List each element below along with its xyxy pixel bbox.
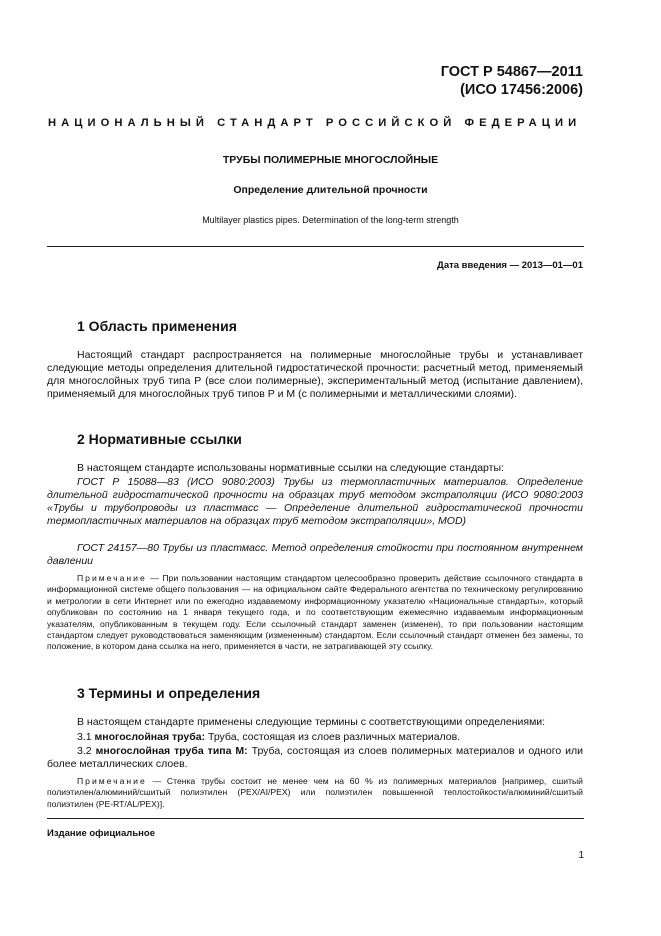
english-title: Multilayer plastics pipes. Determination of the long-term strength — [202, 215, 459, 225]
section-3-heading: 3 Термины и определения — [77, 685, 261, 701]
section-3-note — [47, 776, 583, 810]
introduction-date: Дата введения — 2013—01—01 — [437, 260, 583, 271]
term-number: 3.2 — [77, 745, 96, 757]
section-2-note — [47, 573, 583, 653]
official-edition-label: Издание официальное — [47, 828, 155, 839]
note-text: — При пользовании настоящим стандартом целесообразно проверить действие ссылочного стандарта в информационной системе общего пользования — на официальном сайте Федерального агентства по техническому регулированию и метрологии в сети Интернет или по ежегодно издаваемому информационному указателю «Национальные стандарты», который опубликован по состоянию на 1 января текущего года, и по соответствующим ежемесячно издаваемым информационным указателям, опубликованным в текущем году. Если ссылочный стандарт заменен (изменен), то при пользовании настоящим стандартом следует руководствоваться заменяющим (измененным) стандартом. Если ссылочный стандарт отменен без замены, то положение, в котором дана ссылка на него, применяется в части, не затрагивающей эту ссылку. — [47, 573, 583, 652]
page-number: 1 — [578, 850, 584, 861]
document-subtitle: Определение длительной прочности — [233, 184, 428, 196]
term-3-2 — [47, 745, 583, 771]
iso-code: (ИСО 17456:2006) — [460, 82, 583, 98]
section-2-intro: В настоящем стандарте использованы нормативные ссылки на следующие стандарты: — [77, 462, 504, 474]
reference-gost-15088: ГОСТ Р 15088—83 (ИСО 9080:2003) Трубы из термопластичных материалов. Определение длительной гидростатической прочности на образцах труб методом экстраполяции (ИСО 9080:2003 «Трубы и трубопроводы из пластмасс — Определение длительной гидростатической прочности термопластичных материалов на образцах труб методом экстраполяции», MOD) — [47, 476, 583, 527]
section-1-heading: 1 Область применения — [77, 318, 237, 334]
title-divider — [47, 246, 584, 247]
note-label: Примечание — [77, 573, 147, 583]
term-definition: Труба, состоящая из слоев полимерных материалов и одного или более металлических слоев. — [47, 745, 583, 770]
section-2-heading: 2 Нормативные ссылки — [77, 431, 242, 447]
term-number: 3.1 — [77, 731, 95, 743]
reference-gost-24157: ГОСТ 24157—80 Трубы из пластмасс. Метод определения стойкости при постоянном внутреннем давлении — [47, 542, 583, 567]
section-3-intro: В настоящем стандарте применены следующие термины с соответствующими определениями: — [77, 716, 546, 728]
section-1-paragraph: Настоящий стандарт распространяется на полимерные многослойные трубы и устанавливает следующие методы определения длительной гидростатической прочности: расчетный метод, применяемый для многослойных труб типа Р (все слои полимерные), экспериментальный метод (испытание давлением), применяемый для многослойных труб типов Р и М (с полимерными и металлическими слоями). — [47, 349, 583, 400]
term-name: многослойная труба типа М: — [95, 745, 248, 757]
note-label: Примечание — [77, 776, 147, 786]
document-title: ТРУБЫ ПОЛИМЕРНЫЕ МНОГОСЛОЙНЫЕ — [222, 154, 439, 166]
term-3-1 — [47, 731, 583, 744]
term-name: многослойная труба: — [94, 731, 206, 743]
footer-divider — [47, 818, 584, 819]
national-standard-banner: НАЦИОНАЛЬНЫЙ СТАНДАРТ РОССИЙСКОЙ ФЕДЕРАЦИИ — [48, 117, 582, 129]
standard-code: ГОСТ Р 54867—2011 — [440, 64, 583, 80]
note-text: — Стенка трубы состоит не менее чем на 60 % из полимерных материалов [например, сшитый полиэтилен/алюминий/сшитый полиэтилен (PEX/AI/PEX) или полиэтилен повышенной теплостойкости/алюминий/сшитый полиэтилен (PE-RT/AL/PEX)]. — [47, 776, 583, 809]
term-definition: Труба, состоящая из слоев различных материалов. — [205, 731, 461, 743]
